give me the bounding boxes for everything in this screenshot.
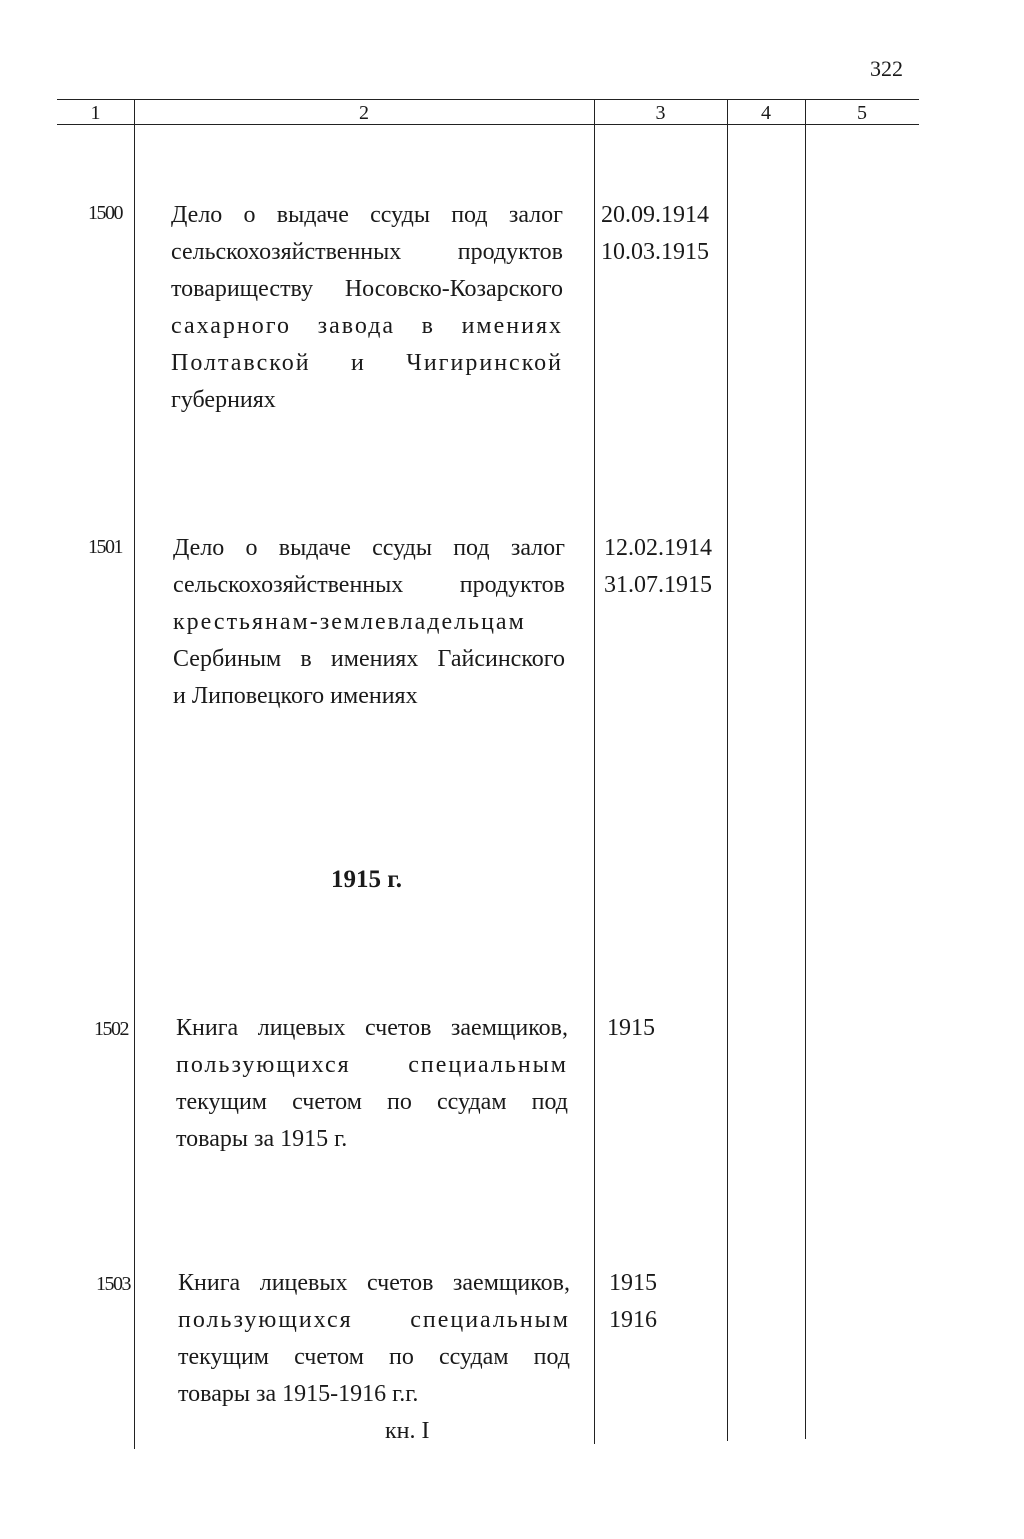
record-title: [173, 530, 565, 715]
date: 31.07.1915: [604, 572, 712, 598]
date: 1915: [609, 1270, 657, 1296]
record-title: [171, 197, 563, 419]
title-line: пользующихся специальным: [176, 1052, 568, 1078]
title-line: товары за 1915-1916 г.г.: [178, 1381, 419, 1407]
title-line: Книга лицевых счетов заемщиков,: [178, 1270, 570, 1296]
record-dates: [609, 1265, 657, 1339]
date: 12.02.1914: [604, 535, 712, 561]
title-line: крестьянам-землевладельцам: [173, 609, 526, 635]
column-divider-3: [727, 99, 728, 1441]
title-line: товары за 1915 г.: [176, 1126, 348, 1152]
title-line: Сербиным в имениях Гайсинского: [173, 646, 565, 672]
column-header-5: 5: [857, 102, 867, 124]
column-divider-4: [805, 99, 806, 1439]
column-divider-2: [594, 99, 595, 1444]
table-top-rule: [57, 99, 919, 100]
record-title: [176, 1010, 568, 1158]
record-title: [178, 1265, 570, 1413]
record-dates: [601, 197, 709, 271]
column-header-4: 4: [761, 102, 771, 124]
title-line: текущим счетом по ссудам под: [176, 1089, 568, 1115]
title-line: товариществу Носовско-Козарского: [171, 276, 563, 302]
title-line: и Липовецкого имениях: [173, 683, 418, 709]
record-number: 1501: [88, 536, 122, 558]
record-number: 1503: [96, 1273, 130, 1295]
title-line: Книга лицевых счетов заемщиков,: [176, 1015, 568, 1041]
record-note: кн. I: [385, 1418, 430, 1444]
section-header-year: 1915 г.: [331, 866, 403, 893]
record-dates: [604, 530, 712, 604]
column-header-3: 3: [655, 102, 666, 124]
title-line: пользующихся специальным: [178, 1307, 570, 1333]
title-line: Дело о выдаче ссуды под залог: [171, 202, 563, 228]
title-line: Дело о выдаче ссуды под залог: [173, 535, 565, 561]
date: 1915: [607, 1015, 655, 1041]
date: 10.03.1915: [601, 239, 709, 265]
record-dates: [607, 1010, 655, 1047]
column-header-1: 1: [90, 102, 101, 124]
date: 20.09.1914: [601, 202, 709, 228]
date: 1916: [609, 1307, 657, 1333]
column-divider-1: [134, 99, 135, 1449]
title-line: сельскохозяйственных продуктов: [173, 572, 565, 598]
title-line: сельскохозяйственных продуктов: [171, 239, 563, 265]
title-line: Полтавской и Чигиринской: [171, 350, 563, 376]
record-number: 1502: [94, 1018, 128, 1040]
title-line: губерниях: [171, 387, 276, 413]
record-number: 1500: [88, 202, 122, 224]
page-number: 322: [870, 56, 903, 81]
title-line: сахарного завода в имениях: [171, 313, 563, 339]
title-line: текущим счетом по ссудам под: [178, 1344, 570, 1370]
column-header-2: 2: [359, 102, 369, 124]
